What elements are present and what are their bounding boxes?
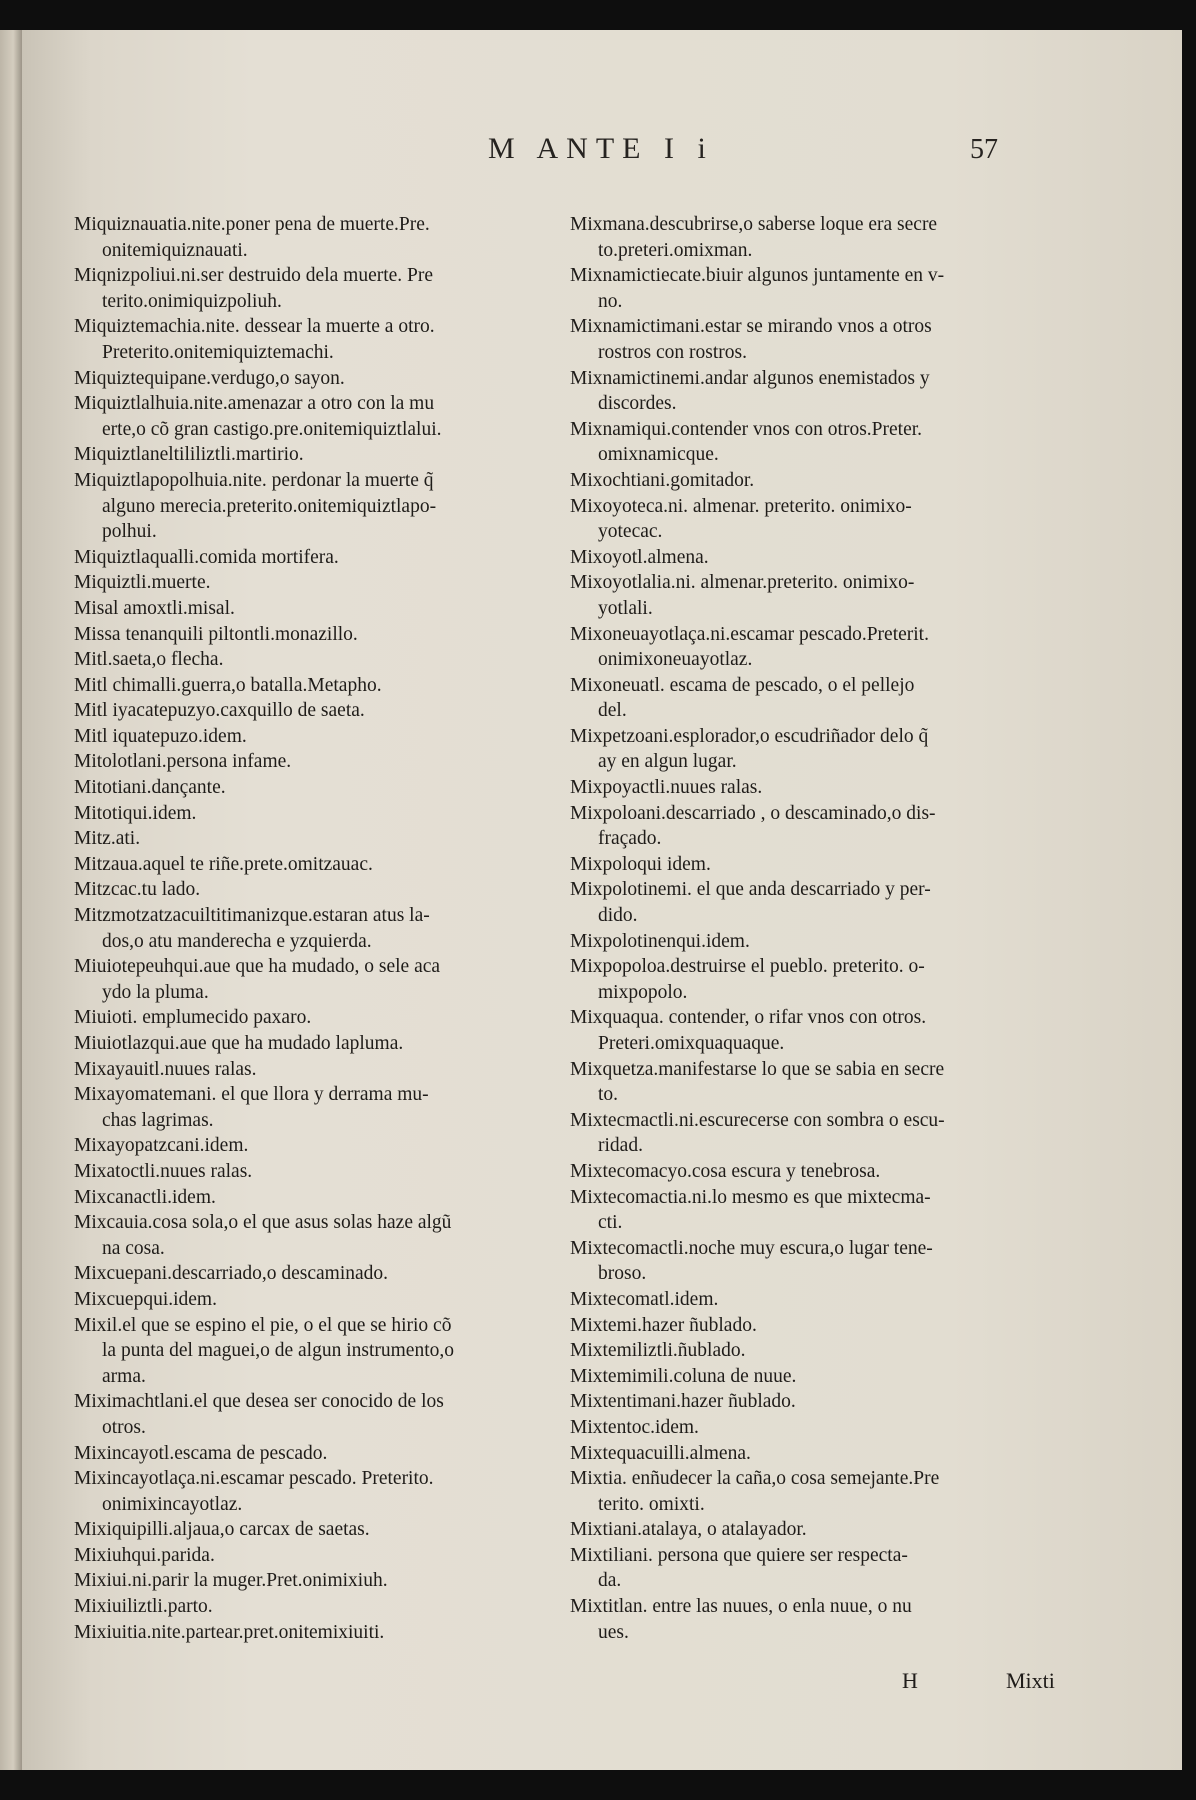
entry-continuation: onimixoneuayotlaz.	[598, 649, 753, 671]
entry-headline: Mixtequacuilli.almena.	[570, 1442, 751, 1464]
dictionary-entry	[74, 1313, 544, 1390]
entry-continuation: Preterito.onitemiquiztemachi.	[102, 341, 334, 363]
entry-headline: Mixayomatemani. el que llora y derrama mu-	[74, 1084, 429, 1106]
entry-headline: Mixatoctli.nuues ralas.	[74, 1160, 253, 1182]
entry-continuation: onimixincayotlaz.	[102, 1493, 243, 1515]
dictionary-entry	[570, 263, 1068, 314]
dictionary-entry	[570, 929, 1068, 955]
dictionary-entry	[74, 391, 544, 442]
dictionary-entry	[570, 852, 1068, 878]
entry-headline: Mixtia. enñudecer la caña,o cosa semejante.Pre	[570, 1468, 940, 1490]
entry-continuation: discordes.	[598, 393, 677, 415]
entry-continuation: yotlali.	[598, 597, 653, 619]
entry-headline: Mixpoyactli.nuues ralas.	[570, 777, 763, 799]
entry-headline: Miquiztlaneltililiztli.martirio.	[74, 444, 304, 466]
entry-continuation: otros.	[102, 1416, 146, 1438]
dictionary-entry	[570, 468, 1068, 494]
entry-headline: Mixcanactli.idem.	[74, 1186, 216, 1208]
entry-headline: Mixnamictinemi.andar algunos enemistados y	[570, 367, 930, 389]
entry-headline: Mitz.ati.	[74, 828, 141, 850]
dictionary-entry	[570, 1389, 1068, 1415]
entry-continuation: terito. omixti.	[598, 1493, 705, 1515]
dictionary-entry	[570, 366, 1068, 417]
dictionary-entry	[570, 1466, 1068, 1517]
entry-continuation: dos,o atu manderecha e yzquierda.	[102, 930, 372, 952]
dictionary-entry	[74, 366, 544, 392]
entry-headline: Mixtemiliztli.ñublado.	[570, 1340, 746, 1362]
entry-headline: Mixincayotl.escama de pescado.	[74, 1442, 328, 1464]
dictionary-entry	[74, 903, 544, 954]
entry-headline: Mitl iquatepuzo.idem.	[74, 725, 247, 747]
entry-continuation: dido.	[598, 905, 638, 927]
dictionary-entry	[74, 877, 544, 903]
page-number: 57	[970, 134, 998, 165]
dictionary-entry	[570, 494, 1068, 545]
dictionary-entry	[570, 1057, 1068, 1108]
dictionary-entry	[74, 647, 544, 673]
entry-continuation: rostros con rostros.	[598, 341, 747, 363]
entry-continuation: yotecac.	[598, 521, 663, 543]
dictionary-entry	[74, 1057, 544, 1083]
dictionary-entry	[570, 954, 1068, 1005]
dictionary-entry	[570, 1313, 1068, 1339]
entry-headline: Miximachtlani.el que desea ser conocido de los	[74, 1391, 444, 1413]
dictionary-entry	[570, 724, 1068, 775]
dictionary-entry	[74, 1261, 544, 1287]
entry-headline: Mitzmotzatzacuiltitimanizque.estaran atus la-	[74, 905, 430, 927]
dictionary-entry	[74, 1082, 544, 1133]
dictionary-entry	[570, 1236, 1068, 1287]
dictionary-entry	[570, 212, 1068, 263]
entry-headline: Mixcauia.cosa sola,o el que asus solas haze algũ	[74, 1212, 452, 1234]
entry-continuation: chas lagrimas.	[102, 1109, 214, 1131]
dictionary-entry	[570, 1441, 1068, 1467]
entry-continuation: onitemiquiznauati.	[102, 239, 248, 261]
dictionary-entry	[74, 1185, 544, 1211]
entry-headline: Mixtitlan. entre las nuues, o enla nuue, o nu	[570, 1596, 912, 1618]
entry-headline: Mixnamiqui.contender vnos con otros.Preter.	[570, 418, 923, 440]
entry-headline: Miquiztequipane.verdugo,o sayon.	[74, 367, 345, 389]
entry-continuation: na cosa.	[102, 1237, 165, 1259]
facing-page-edge	[0, 30, 22, 1770]
entry-headline: Mixtentoc.idem.	[570, 1416, 699, 1438]
entry-headline: Mixpolotinemi. el que anda descarriado y per-	[570, 879, 931, 901]
entry-continuation: cti.	[598, 1212, 623, 1234]
dictionary-entry	[74, 852, 544, 878]
dictionary-entry	[570, 1108, 1068, 1159]
dictionary-entry	[570, 1594, 1068, 1645]
dictionary-entry	[570, 1287, 1068, 1313]
dictionary-entry	[74, 545, 544, 571]
entry-continuation: Preteri.omixquaquaque.	[598, 1033, 785, 1054]
dictionary-entry	[74, 775, 544, 801]
entry-continuation: to.	[598, 1084, 619, 1106]
dictionary-entry	[570, 622, 1068, 673]
dictionary-entry	[570, 877, 1068, 928]
entry-headline: Miquiznauatia.nite.poner pena de muerte.Pre.	[74, 214, 430, 235]
entry-continuation: omixnamicque.	[598, 444, 719, 466]
entry-headline: Mixtecomactia.ni.lo mesmo es que mixtecma-	[570, 1186, 931, 1208]
entry-continuation: polhui.	[102, 521, 157, 543]
entry-headline: Miuiotepeuhqui.aue que ha mudado, o sele aca	[74, 956, 441, 978]
entry-continuation: da.	[598, 1570, 622, 1592]
dictionary-entry	[74, 622, 544, 648]
dictionary-entry	[74, 1594, 544, 1620]
entry-headline: Mixtemimili.coluna de nuue.	[570, 1365, 797, 1387]
entry-headline: Mixoneuatl. escama de pescado, o el pellejo	[570, 674, 915, 696]
entry-headline: Mixcuepani.descarriado,o descaminado.	[74, 1263, 389, 1285]
entry-headline: Miquiztlapopolhuia.nite. perdonar la muerte q̃	[74, 469, 434, 491]
entry-continuation: del.	[598, 700, 627, 722]
entry-headline: Mixmana.descubrirse,o saberse loque era secre	[570, 214, 938, 235]
entry-headline: Mixayopatzcani.idem.	[74, 1135, 249, 1157]
entry-headline: Mixiui.ni.parir la muger.Pret.onimixiuh.	[74, 1570, 388, 1592]
entry-headline: Mixoyotl.almena.	[570, 546, 709, 568]
entry-headline: Mixtiani.atalaya, o atalayador.	[570, 1519, 807, 1541]
entry-headline: Miquiztlalhuia.nite.amenazar a otro con la mu	[74, 393, 435, 415]
dictionary-entry	[570, 1338, 1068, 1364]
dictionary-entry	[74, 314, 544, 365]
entry-headline: Mixtecomatl.idem.	[570, 1288, 719, 1310]
entry-headline: Miquiztli.muerte.	[74, 572, 211, 594]
entry-headline: Miquiztemachia.nite. dessear la muerte a otro.	[74, 316, 435, 338]
dictionary-entry	[570, 1005, 1068, 1056]
dictionary-entry	[570, 545, 1068, 571]
entry-continuation: broso.	[598, 1263, 647, 1285]
dictionary-entry	[74, 570, 544, 596]
dictionary-entry	[570, 1185, 1068, 1236]
entry-headline: Mixnamictiecate.biuir algunos juntamente en v-	[570, 265, 945, 287]
left-column	[74, 212, 544, 1645]
entry-headline: Mitolotlani.persona infame.	[74, 751, 292, 773]
dictionary-entry	[74, 1441, 544, 1467]
entry-headline: Mixochtiani.gomitador.	[570, 469, 755, 491]
entry-headline: Mitl.saeta,o flecha.	[74, 649, 224, 671]
dictionary-entry	[570, 417, 1068, 468]
dictionary-entry	[74, 1287, 544, 1313]
entry-headline: Misal amoxtli.misal.	[74, 597, 235, 619]
dictionary-entry	[570, 1159, 1068, 1185]
entry-continuation: ay en algun lugar.	[598, 751, 737, 773]
entry-headline: Mitotiqui.idem.	[74, 802, 197, 824]
entry-headline: Mixiuhqui.parida.	[74, 1544, 215, 1566]
entry-headline: Mixpetzoani.esplorador,o escudriñador delo q̃	[570, 725, 929, 747]
entry-continuation: terito.onimiquizpoliuh.	[102, 290, 282, 312]
entry-headline: Mixincayotlaça.ni.escamar pescado. Preterito.	[74, 1468, 434, 1490]
dictionary-entry	[74, 954, 544, 1005]
entry-headline: Mixcuepqui.idem.	[74, 1288, 217, 1310]
dictionary-entry	[74, 1620, 544, 1646]
entry-headline: Mitl chimalli.guerra,o batalla.Metapho.	[74, 674, 382, 696]
entry-headline: Mixtentimani.hazer ñublado.	[570, 1391, 796, 1413]
dictionary-entry	[570, 775, 1068, 801]
catchword: Mixti	[1006, 1668, 1055, 1693]
entry-headline: Mixpolotinenqui.idem.	[570, 930, 750, 952]
entry-headline: Mixiquipilli.aljaua,o carcax de saetas.	[74, 1519, 370, 1541]
dictionary-entry	[74, 1517, 544, 1543]
entry-headline: Mixoyotlalia.ni. almenar.preterito. onimixo-	[570, 572, 915, 594]
entry-headline: Mixnamictimani.estar se mirando vnos a otros	[570, 316, 932, 338]
entry-headline: Mixquaqua. contender, o rifar vnos con otros.	[570, 1007, 927, 1029]
entry-continuation: erte,o cõ gran castigo.pre.onitemiquiztlalui.	[102, 418, 442, 440]
entry-continuation: to.preteri.omixman.	[598, 239, 753, 261]
entry-headline: Mixtecomactli.noche muy escura,o lugar tene-	[570, 1237, 933, 1259]
entry-continuation: ridad.	[598, 1135, 643, 1157]
dictionary-entry	[74, 1159, 544, 1185]
dictionary-entry	[570, 1364, 1068, 1390]
entry-headline: Mitzaua.aquel te riñe.prete.omitzauac.	[74, 853, 373, 875]
dictionary-entry	[74, 1005, 544, 1031]
entry-headline: Mitotiani.dançante.	[74, 777, 226, 799]
dictionary-entry	[74, 468, 544, 545]
running-head: M ANTE I i	[488, 132, 714, 165]
dictionary-entry	[74, 1568, 544, 1594]
entry-headline: Mixtiliani. persona que quiere ser respecta-	[570, 1544, 908, 1566]
dictionary-entry	[570, 314, 1068, 365]
entry-headline: Mitzcac.tu lado.	[74, 879, 201, 901]
entry-headline: Mitl iyacatepuzyo.caxquillo de saeta.	[74, 700, 365, 722]
entry-headline: Mixquetza.manifestarse lo que se sabia en secre	[570, 1058, 945, 1080]
dictionary-entry	[74, 1466, 544, 1517]
dictionary-entry	[74, 1389, 544, 1440]
entry-headline: Mixayauitl.nuues ralas.	[74, 1058, 257, 1080]
dictionary-entry	[74, 1031, 544, 1057]
dictionary-entry	[570, 1543, 1068, 1594]
entry-headline: Mixil.el que se espino el pie, o el que se hirio cõ	[74, 1314, 452, 1336]
entry-continuation: la punta del maguei,o de algun instrumento,o	[102, 1340, 454, 1362]
entry-headline: Miquiztlaqualli.comida mortifera.	[74, 546, 339, 568]
dictionary-entry	[74, 749, 544, 775]
entry-continuation: ydo la pluma.	[102, 981, 209, 1003]
page-header	[22, 132, 1182, 172]
book-page	[22, 30, 1182, 1770]
entry-continuation: no.	[598, 290, 623, 312]
entry-continuation: mixpopolo.	[598, 981, 688, 1003]
entry-headline: Mixoyoteca.ni. almenar. preterito. onimixo-	[570, 495, 912, 517]
entry-headline: Missa tenanquili piltontli.monazillo.	[74, 623, 358, 645]
dictionary-entry	[74, 212, 544, 263]
entry-headline: Miuiotlazqui.aue que ha mudado lapluma.	[74, 1033, 404, 1054]
dictionary-entry	[74, 596, 544, 622]
dictionary-entry	[74, 263, 544, 314]
dictionary-entry	[74, 1543, 544, 1569]
dictionary-entry	[570, 801, 1068, 852]
entry-headline: Mixpoloani.descarriado , o descaminado,o dis-	[570, 802, 936, 824]
signature-mark: H	[902, 1668, 918, 1693]
entry-headline: Mixtemi.hazer ñublado.	[570, 1314, 757, 1336]
entry-continuation: arma.	[102, 1365, 146, 1387]
entry-headline: Mixtecomacyo.cosa escura y tenebrosa.	[570, 1160, 881, 1182]
dictionary-entry	[74, 1210, 544, 1261]
entry-continuation: alguno merecia.preterito.onitemiquiztlapo-	[102, 495, 437, 517]
dictionary-entry	[74, 442, 544, 468]
dictionary-entry	[74, 1133, 544, 1159]
entry-headline: Miuioti. emplumecido paxaro.	[74, 1007, 312, 1029]
dictionary-entry	[74, 698, 544, 724]
dictionary-entry	[570, 570, 1068, 621]
entry-headline: Mixtecmactli.ni.escurecerse con sombra o escu-	[570, 1109, 945, 1131]
entry-continuation: fraçado.	[598, 828, 662, 850]
entry-headline: Mixoneuayotlaça.ni.escamar pescado.Preterit.	[570, 623, 929, 645]
dictionary-entry	[570, 673, 1068, 724]
dictionary-entry	[74, 801, 544, 827]
dictionary-entry	[570, 1517, 1068, 1543]
entry-continuation: ues.	[598, 1621, 629, 1643]
entry-headline: Mixiuitia.nite.partear.pret.onitemixiuiti.	[74, 1621, 385, 1643]
entry-headline: Mixpoloqui idem.	[570, 853, 711, 875]
entry-headline: Miqnizpoliui.ni.ser destruido dela muerte. Pre	[74, 265, 434, 287]
dictionary-entry	[74, 826, 544, 852]
entry-headline: Mixpopoloa.destruirse el pueblo. preterito. o-	[570, 956, 925, 978]
dictionary-entry	[570, 1415, 1068, 1441]
right-column	[570, 212, 1068, 1645]
dictionary-entry	[74, 724, 544, 750]
dictionary-entry	[74, 673, 544, 699]
entry-headline: Mixiuiliztli.parto.	[74, 1596, 213, 1618]
